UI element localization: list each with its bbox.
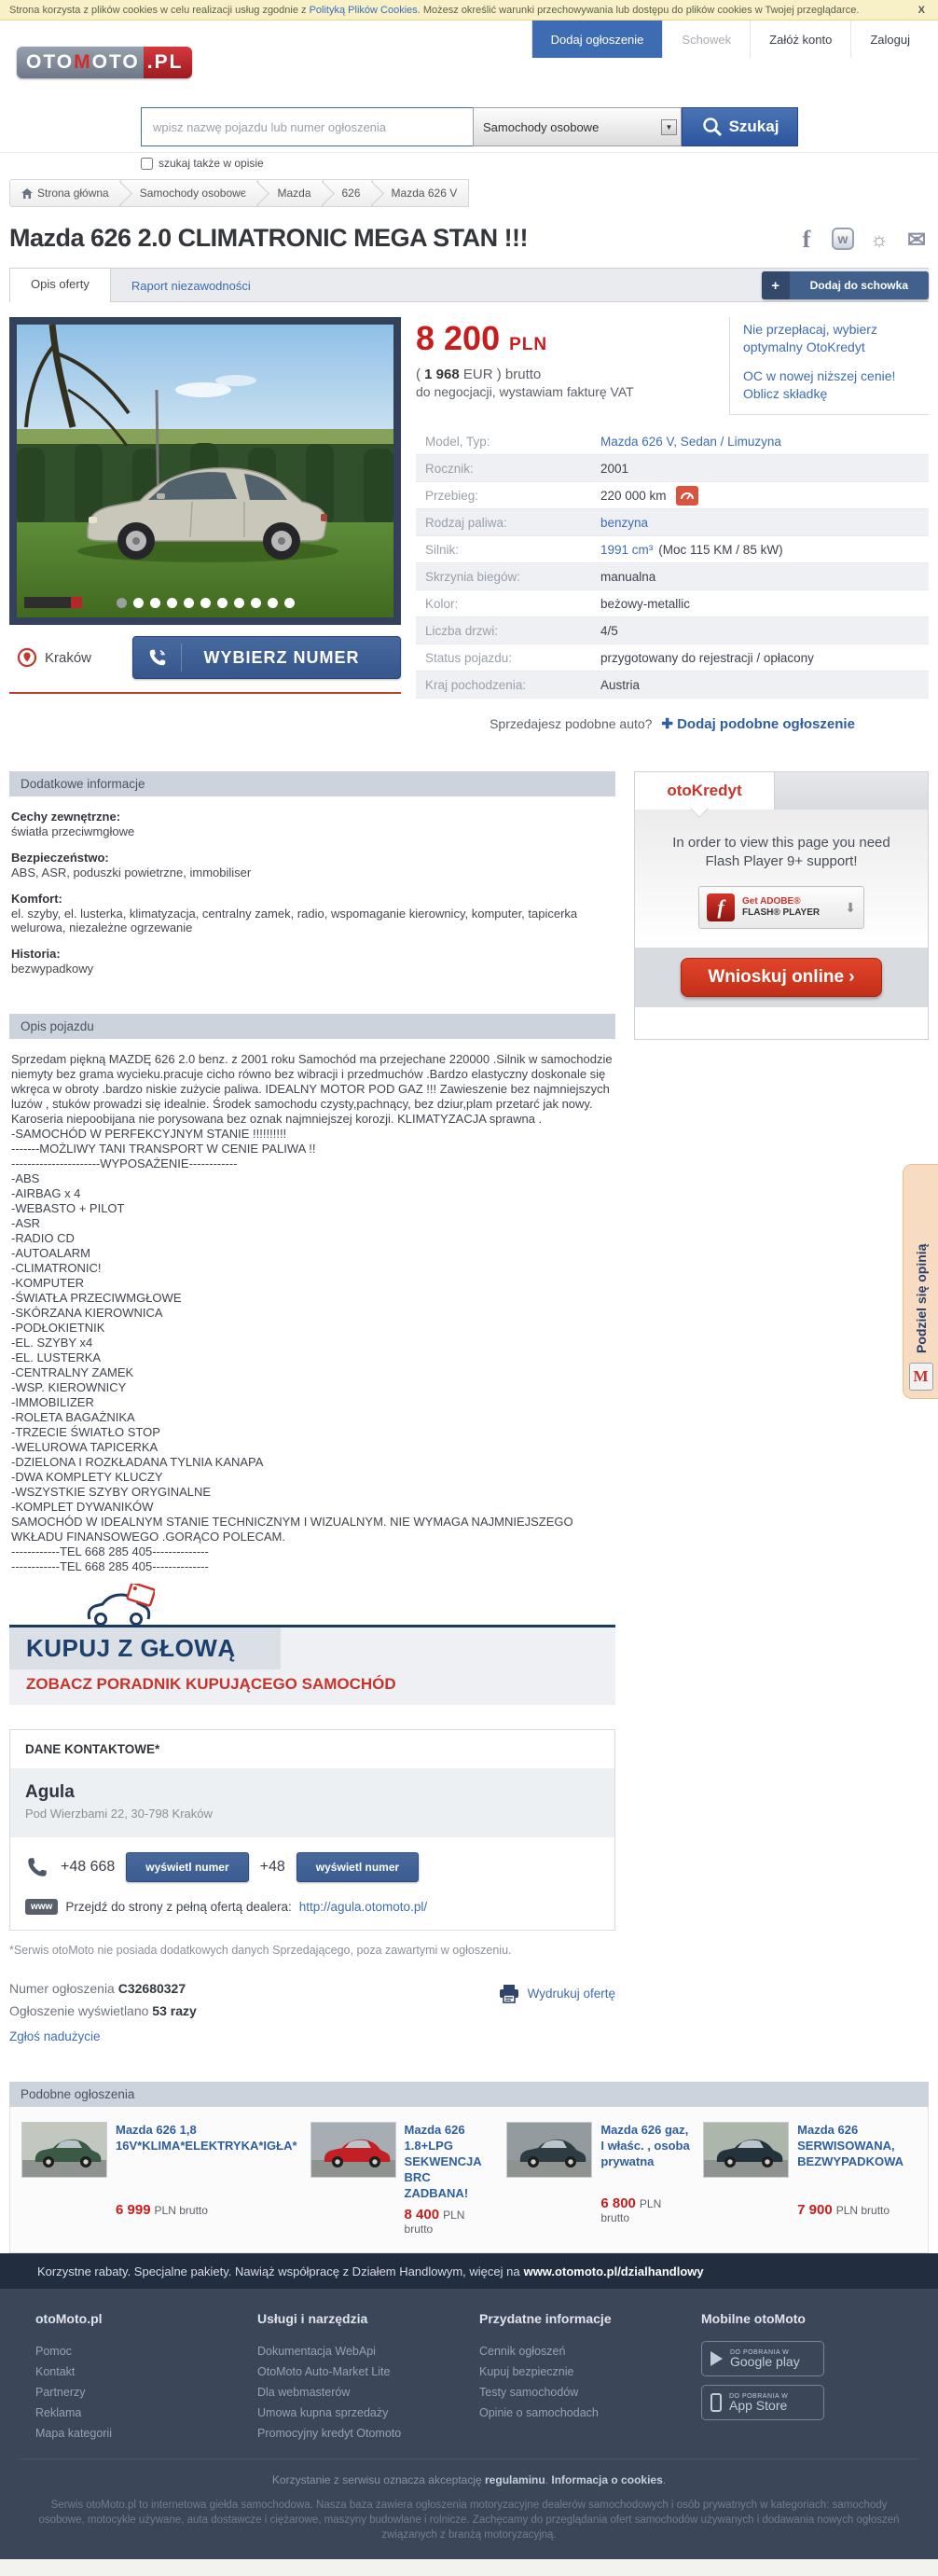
nav-item-za-konto[interactable]: Załóż konto bbox=[750, 21, 850, 58]
similar-listing-thumbnail bbox=[506, 2122, 592, 2178]
footer-about-text: Serwis otoMoto.pl to internetowa giełda samochodowa. Nasza baza zawiera ogłoszenia motoryzacyjne dealerów samochodowych i osób prywatnych w kategoriach: samochody osobowe, motocykle używane, auta dostawcze i ciężarowe, maszyny budowlane i rolnicze. Zachęcamy do przeglądania ofert samochodów używanych i dodawania nowych ogłoszeń związanych z branżą motoryzacyjną. bbox=[38, 2500, 900, 2541]
footer-link[interactable]: Umowa kupna sprzedaży bbox=[257, 2406, 389, 2419]
detail-label: Rodzaj paliwa: bbox=[425, 515, 507, 530]
apply-online-button[interactable]: Wnioskuj online › bbox=[681, 958, 881, 997]
additional-info-header: Dodatkowe informacje bbox=[9, 771, 615, 796]
report-abuse-link[interactable]: Zgłoś nadużycie bbox=[9, 2029, 101, 2043]
gallery-dot-11[interactable] bbox=[284, 598, 295, 608]
mileage-report-button[interactable] bbox=[676, 486, 698, 506]
footer-link[interactable]: Kupuj bezpiecznie bbox=[479, 2365, 574, 2378]
share-opinion-tab[interactable] bbox=[903, 1164, 938, 1399]
contact-box bbox=[9, 1729, 615, 1931]
similar-listings bbox=[9, 2107, 929, 2253]
similar-listing-thumbnail bbox=[703, 2122, 789, 2178]
sell-similar-question: Sprzedajesz podobne auto? bbox=[490, 716, 653, 731]
flash-player-label: FLASH® PLAYER bbox=[742, 907, 821, 918]
app-store-icon bbox=[710, 2393, 722, 2412]
breadcrumb-label: Samochody osobowe bbox=[139, 187, 247, 200]
description-line: -RADIO CD bbox=[11, 1231, 75, 1245]
vehicle-description bbox=[9, 1039, 615, 1574]
detail-value[interactable]: benzyna bbox=[600, 515, 649, 530]
gallery-dot-3[interactable] bbox=[150, 598, 160, 608]
odometer-icon bbox=[681, 490, 694, 501]
description-line: -WSZYSTKIE SZYBY ORYGINALNE bbox=[11, 1485, 212, 1499]
detail-value: manualna bbox=[600, 569, 656, 584]
listing-number: Numer ogłoszenia C32680327 bbox=[9, 1981, 186, 1996]
logo-part: .PL bbox=[144, 47, 193, 78]
info-group bbox=[11, 810, 614, 838]
description-line: -SKÓRZANA KIEROWNICA bbox=[11, 1306, 163, 1320]
gallery-dot-2[interactable] bbox=[133, 598, 144, 608]
detail-label: Kraj pochodzenia: bbox=[425, 677, 527, 692]
wykop-share-icon[interactable]: w bbox=[832, 228, 854, 250]
additional-info bbox=[9, 796, 615, 991]
location-label: Kraków bbox=[45, 649, 92, 666]
choose-number-label: WYBIERZ NUMER bbox=[203, 647, 360, 667]
info-group bbox=[11, 851, 614, 879]
detail-row bbox=[416, 590, 929, 617]
footer-link[interactable]: Dokumentacja WebApi bbox=[257, 2345, 376, 2358]
header-nav bbox=[531, 21, 929, 58]
calculate-premium-link[interactable]: Oblicz składkę bbox=[743, 386, 828, 401]
footer-column bbox=[35, 2311, 257, 2444]
description-line: ------------TEL 668 285 405-------------- bbox=[11, 1559, 209, 1573]
gallery-dot-10[interactable] bbox=[268, 598, 278, 608]
footer-banner-link[interactable]: www.otomoto.pl/dzialhandlowy bbox=[523, 2264, 704, 2278]
detail-value: 220 000 km bbox=[600, 488, 667, 503]
tab-reliability-report[interactable]: Raport niezawodności bbox=[131, 279, 251, 293]
info-group-text: ABS, ASR, poduszki powietrzne, immobiliser bbox=[11, 866, 252, 879]
footer-link[interactable]: Cennik ogłoszeń bbox=[479, 2345, 566, 2358]
get-adobe-label: Get ADOBE® bbox=[742, 896, 801, 907]
footer-banner bbox=[0, 2253, 938, 2289]
vehicle-details-table bbox=[416, 428, 929, 699]
terms-link[interactable]: regulaminu bbox=[485, 2473, 545, 2486]
logo-part: OTO bbox=[91, 51, 140, 73]
detail-label: Przebieg: bbox=[425, 488, 479, 503]
print-offer-link[interactable]: Wydrukuj ofertę bbox=[527, 1987, 615, 2001]
reveal-number-button-1[interactable]: wyświetl numer bbox=[126, 1852, 248, 1882]
page-title: Mazda 626 2.0 CLIMATRONIC MEGA STAN !!! bbox=[9, 224, 529, 252]
detail-row bbox=[416, 672, 929, 699]
footer-link[interactable]: Partnerzy bbox=[35, 2386, 86, 2399]
logo-part: OTO bbox=[26, 51, 75, 73]
info-group-title: Historia: bbox=[11, 947, 61, 961]
description-line: -WELUROWA TAPICERKA bbox=[11, 1440, 159, 1454]
footer-link[interactable]: Kontakt bbox=[35, 2365, 76, 2378]
detail-label: Liczba drzwi: bbox=[425, 623, 499, 638]
info-group-title: Bezpieczeństwo: bbox=[11, 851, 109, 865]
search-button[interactable] bbox=[682, 107, 798, 146]
gallery-dot-8[interactable] bbox=[234, 598, 244, 608]
footer-link[interactable]: OtoMoto Auto-Market Lite bbox=[257, 2365, 391, 2378]
description-line: -TRZECIE ŚWIATŁO STOP bbox=[11, 1425, 160, 1439]
footer-column-title: Mobilne otoMoto bbox=[701, 2311, 806, 2326]
description-line: -WEBASTO + PILOT bbox=[11, 1201, 125, 1215]
footer-banner-text: Korzystne rabaty. Specjalne pakiety. Nawiąż współpracę z Działem Handlowym, więcej na bbox=[37, 2264, 520, 2278]
nav-item-dodaj-og-oszenie[interactable]: Dodaj ogłoszenie bbox=[531, 21, 663, 58]
description-line: -ŚWIATŁA PRZECIWMGŁOWE bbox=[11, 1291, 182, 1305]
cookies-info-link[interactable]: Informacja o cookies bbox=[551, 2473, 663, 2486]
nav-item-zaloguj[interactable]: Zaloguj bbox=[850, 21, 929, 58]
description-line: -WSP. KIEROWNICY bbox=[11, 1380, 127, 1394]
detail-value: Austria bbox=[600, 677, 641, 692]
detail-value[interactable]: Mazda 626 V, Sedan / Limuzyna bbox=[600, 434, 781, 449]
footer-link[interactable]: Reklama bbox=[35, 2406, 82, 2419]
footer-mobile-column bbox=[701, 2311, 841, 2444]
dealer-site-text: Przejdź do strony z pełną ofertą dealera: bbox=[65, 1900, 292, 1914]
description-line: -ABS bbox=[11, 1171, 40, 1185]
similar-listing-price: 7 900 PLN brutto bbox=[797, 2201, 890, 2218]
buy-smart-banner bbox=[9, 1625, 615, 1705]
description-line: -CENTRALNY ZAMEK bbox=[11, 1365, 134, 1379]
car-with-price-tag-icon bbox=[82, 1584, 155, 1627]
info-group-title: Cechy zewnętrzne: bbox=[11, 810, 121, 824]
dealer-site-link[interactable]: http://agula.otomoto.pl/ bbox=[298, 1900, 428, 1914]
footer-link[interactable]: Promocyjny kredyt Otomoto bbox=[257, 2427, 402, 2440]
description-line: -CLIMATRONIC! bbox=[11, 1261, 102, 1275]
tab-strip bbox=[9, 268, 929, 302]
seller-address: Pod Wierzbami 22, 30-798 Kraków bbox=[25, 1807, 213, 1821]
similar-listing-card[interactable] bbox=[310, 2122, 507, 2236]
description-line: ----------------------WYPOSAŻENIE------------ bbox=[11, 1156, 238, 1170]
footer-bottom-strip bbox=[0, 2559, 938, 2576]
footer-column bbox=[479, 2311, 701, 2444]
detail-row bbox=[416, 482, 929, 509]
breadcrumb-label: Mazda bbox=[277, 187, 311, 200]
description-line: -------MOŻLIWY TANI TRANSPORT W CENIE PALIWA !! bbox=[11, 1142, 316, 1156]
description-line: -KOMPUTER bbox=[11, 1276, 84, 1290]
price-note: do negocjacji, wystawiam fakturę VAT bbox=[416, 384, 634, 399]
money-pl-icon: M bbox=[909, 1363, 933, 1391]
printer-icon bbox=[498, 1984, 520, 2004]
detail-row bbox=[416, 509, 929, 536]
chevron-down-icon: ▼ bbox=[661, 119, 677, 135]
email-share-icon[interactable]: ✉ bbox=[906, 227, 927, 253]
similar-listing-card[interactable] bbox=[506, 2122, 703, 2236]
plus-icon: ✚ bbox=[661, 716, 673, 732]
detail-value[interactable]: 1991 cm³ bbox=[600, 542, 654, 557]
description-line: -DZIELONA I ROZKŁADANA TYLNIA KANAPA bbox=[11, 1455, 264, 1469]
nav-item-schowek[interactable]: Schowek bbox=[662, 21, 750, 58]
seller-disclaimer: *Serwis otoMoto nie posiada dodatkowych danych Sprzedającego, poza zawartymi w ogłoszeniu. bbox=[9, 1944, 512, 1957]
seller-name: Agula bbox=[25, 1782, 75, 1802]
breadcrumb-item-5[interactable] bbox=[373, 179, 470, 207]
footer-link[interactable]: Mapa kategorii bbox=[35, 2427, 112, 2440]
gallery-dot-6[interactable] bbox=[200, 598, 211, 608]
print-offer[interactable] bbox=[498, 1983, 615, 2005]
breadcrumb-item-1[interactable] bbox=[9, 179, 121, 207]
description-line: -DWA KOMPLETY KLUCZY bbox=[11, 1470, 163, 1484]
phone-prefix-2: +48 bbox=[259, 1859, 285, 1875]
get-flash-player-button[interactable] bbox=[698, 886, 864, 929]
detail-row bbox=[416, 617, 929, 644]
footer-link[interactable]: Pomoc bbox=[35, 2345, 72, 2358]
buy-smart-title[interactable]: KUPUJ Z GŁOWĄ bbox=[9, 1627, 281, 1669]
search-input[interactable] bbox=[141, 107, 473, 146]
location bbox=[9, 647, 132, 668]
car-photo[interactable] bbox=[9, 317, 401, 625]
category-select[interactable] bbox=[473, 107, 682, 146]
detail-value: 2001 bbox=[600, 461, 629, 476]
info-group-text: el. szyby, el. lusterka, klimatyzacja, centralny zamek, radio, wspomaganie kierownicy, komputer, tapicerka welurowa, niezależne ogrzewanie bbox=[11, 907, 578, 935]
breadcrumb bbox=[9, 179, 929, 207]
facebook-share-icon[interactable]: f bbox=[802, 226, 811, 253]
similar-listings-header: Podobne ogłoszenia bbox=[9, 2082, 929, 2107]
otokredyt-panel bbox=[634, 771, 929, 1040]
gallery-dot-4[interactable] bbox=[167, 598, 177, 608]
tab-offer-description[interactable]: Opis oferty bbox=[9, 268, 111, 302]
cookie-text: Strona korzysta z plików cookies w celu realizacji usług zgodnie z Polityką Plików Cookies. Możesz określić warunki przechowywania lub dostępu do plików cookies w Twojej przeglądarce. bbox=[9, 4, 860, 16]
phone-icon bbox=[25, 1855, 49, 1879]
footer-divider bbox=[19, 2458, 919, 2459]
similar-listing-card[interactable] bbox=[703, 2122, 917, 2236]
gallery-dot-9[interactable] bbox=[251, 598, 261, 608]
detail-extra: (Moc 115 KM / 85 kW) bbox=[658, 542, 783, 557]
download-arrow-icon: ⬇ bbox=[845, 899, 856, 915]
detail-label: Kolor: bbox=[425, 596, 459, 611]
blip-share-icon[interactable]: ☼ bbox=[869, 228, 890, 251]
contact-header: DANE KONTAKTOWE* bbox=[25, 1742, 160, 1756]
footer-legal: Korzystanie z serwisu oznacza akceptację regulaminu. Informacja o cookies. bbox=[271, 2473, 667, 2486]
search-bar bbox=[141, 107, 798, 146]
logo-part: M bbox=[74, 51, 92, 73]
description-line: -KOMPLET DYWANIKÓW bbox=[11, 1500, 154, 1514]
detail-row bbox=[416, 563, 929, 590]
store-badge-text: DO POBRANIA W Google play bbox=[730, 2349, 800, 2369]
search-button-label: Szukaj bbox=[728, 118, 779, 135]
google-play-icon bbox=[710, 2351, 723, 2366]
reveal-number-button-2[interactable]: wyświetl numer bbox=[297, 1852, 419, 1882]
similar-listing-title[interactable]: Mazda 626 1.8+LPG SEKWENCJA BRC ZADBANA! bbox=[404, 2123, 482, 2200]
detail-label: Skrzynia biegów: bbox=[425, 569, 521, 584]
otokredyt-tab[interactable]: otoKredyt bbox=[635, 772, 775, 810]
detail-row bbox=[416, 428, 929, 455]
similar-listing-title[interactable]: Mazda 626 1,8 16V*KLIMA*ELEKTRYKA*IGŁA* bbox=[116, 2123, 297, 2153]
footer-link[interactable]: Dla webmasterów bbox=[257, 2386, 351, 2399]
phone-prefix-1: +48 668 bbox=[61, 1859, 116, 1875]
footer-link[interactable]: Testy samochodów bbox=[479, 2386, 579, 2399]
info-group bbox=[11, 947, 614, 976]
breadcrumb-label: 626 bbox=[341, 187, 361, 200]
description-line: -SAMOCHÓD W PERFEKCYJNYM STANIE !!!!!!!!!! bbox=[11, 1127, 287, 1141]
breadcrumb-item-2[interactable] bbox=[121, 179, 259, 207]
description-line: -EL. SZYBY x4 bbox=[11, 1336, 93, 1350]
price-eur: ( 1 968 EUR ) brutto bbox=[416, 367, 542, 382]
cookie-close-icon[interactable]: X bbox=[917, 4, 925, 16]
description-line: -EL. LUSTERKA bbox=[11, 1350, 102, 1364]
share-opinion-label: Podziel się opinią bbox=[913, 1243, 929, 1353]
description-header: Opis pojazdu bbox=[9, 1014, 615, 1039]
similar-listing-card[interactable] bbox=[21, 2122, 310, 2236]
similar-listing-title[interactable]: Mazda 626 gaz, I właśc. , osoba prywatna bbox=[600, 2123, 690, 2168]
description-line: -PODŁOKIETNIK bbox=[11, 1321, 105, 1335]
footer-column-title: Usługi i narzędzia bbox=[257, 2311, 368, 2326]
otomoto-logo[interactable] bbox=[17, 47, 192, 78]
similar-listing-thumbnail bbox=[21, 2122, 107, 2178]
add-to-clipboard-button[interactable] bbox=[762, 271, 929, 299]
home-icon bbox=[21, 188, 33, 199]
price: 8 200 PLN bbox=[416, 319, 548, 357]
similar-listing-price: 6 800 PLN brutto bbox=[600, 2195, 662, 2224]
footer-link[interactable]: Opinie o samochodach bbox=[479, 2406, 599, 2419]
plus-icon: + bbox=[762, 271, 790, 299]
description-line: ------------TEL 668 285 405-------------- bbox=[11, 1544, 209, 1558]
add-similar-listing-link[interactable]: ✚ Dodaj podobne ogłoszenie bbox=[661, 716, 855, 732]
gallery-dot-5[interactable] bbox=[184, 598, 194, 608]
info-group-text: bezwypadkowy bbox=[11, 962, 94, 976]
search-icon bbox=[701, 116, 724, 138]
oc-insurance-link[interactable]: OC w nowej niższej cenie! bbox=[743, 368, 896, 383]
store-badge-text: DO POBRANIA W App Store bbox=[729, 2393, 789, 2413]
footer-column bbox=[257, 2311, 479, 2444]
gallery-pagination bbox=[9, 598, 401, 608]
share-icons bbox=[794, 224, 929, 252]
google-play-badge[interactable] bbox=[701, 2341, 824, 2376]
choose-number-button[interactable] bbox=[132, 636, 401, 679]
gallery-dot-7[interactable] bbox=[217, 598, 228, 608]
detail-value: beżowy-metallic bbox=[600, 596, 691, 611]
description-line: -ASR bbox=[11, 1216, 41, 1230]
detail-row bbox=[416, 455, 929, 482]
description-line: -IMMOBILIZER bbox=[11, 1395, 94, 1409]
info-group-title: Komfort: bbox=[11, 892, 62, 906]
description-line: Sprzedam piękną MAZDĘ 626 2.0 benz. z 2001 roku Samochód ma przejechane 220000 .Silnik w samochodzie niemyty bez grama wycieku.pracuje cicho równo bez wibracji i przedmuchów .Bardzo elastyczny doskonale się wkręca w obroty .bardzo niskie zużycie paliwa. IDEALNY MOTOR POD GAZ !!! Zawieszenie bez najmniejszych luzów , stuków prowadzi się idealnie. Środek samochodu czysty,pachnący, bez dziur,plam przetarć jak nowy. Karoseria niepoobijana nie porysowana bez oznak najmniejszej korozji. KLIMATYZACJA sprawna . bbox=[11, 1052, 613, 1126]
detail-value: przygotowany do rejestracji / opłacony bbox=[600, 650, 814, 665]
site-header bbox=[0, 21, 938, 170]
cookie-bar bbox=[0, 0, 938, 21]
footer bbox=[0, 2289, 938, 2559]
price-block bbox=[416, 317, 729, 415]
buy-smart-subtitle-link[interactable]: ZOBACZ PORADNIK KUPUJĄCEGO SAMOCHÓD bbox=[26, 1675, 396, 1693]
description-line: -AUTOALARM bbox=[11, 1246, 90, 1260]
description-line: -AIRBAG x 4 bbox=[11, 1186, 81, 1200]
car-photo-image bbox=[17, 325, 393, 617]
search-in-description-label: szukaj także w opisie bbox=[159, 157, 264, 170]
flash-player-icon: f bbox=[707, 893, 735, 921]
detail-row bbox=[416, 644, 929, 672]
description-line: -ROLETA BAGAŻNIKA bbox=[11, 1410, 135, 1424]
breadcrumb-label: Mazda 626 V bbox=[391, 187, 458, 200]
similar-listing-thumbnail bbox=[310, 2122, 396, 2178]
breadcrumb-label: Strona główna bbox=[37, 187, 109, 200]
footer-column-title: otoMoto.pl bbox=[35, 2311, 103, 2326]
similar-listing-price: 8 400 PLN brutto bbox=[404, 2207, 465, 2236]
detail-value: 4/5 bbox=[600, 623, 618, 638]
similar-listing-title[interactable]: Mazda 626 SERWISOWANA, BEZWYPADKOWA bbox=[797, 2123, 904, 2168]
gallery-dot-1[interactable] bbox=[117, 598, 127, 608]
app-store-badge[interactable] bbox=[701, 2385, 824, 2420]
info-group-text: światła przeciwmgłowe bbox=[11, 824, 135, 838]
otokredyt-link[interactable]: Nie przepłacaj, wybierz optymalny OtoKredyt bbox=[743, 322, 877, 354]
detail-label: Model, Typ: bbox=[425, 434, 490, 449]
detail-label: Status pojazdu: bbox=[425, 650, 513, 665]
listing-views: Ogłoszenie wyświetlano 53 razy bbox=[9, 2003, 197, 2018]
phone-icon bbox=[147, 647, 168, 668]
detail-row bbox=[416, 536, 929, 563]
location-pin-icon bbox=[17, 647, 37, 668]
sell-similar bbox=[416, 715, 929, 732]
flash-required-message: In order to view this page you need Flash Player 9+ support! bbox=[672, 835, 890, 869]
similar-listing-price: 6 999 PLN brutto bbox=[116, 2201, 208, 2218]
add-to-clipboard-label: Dodaj do schowka bbox=[809, 279, 908, 292]
category-select-value: Samochody osobowe bbox=[483, 119, 600, 134]
description-line: SAMOCHÓD W IDEALNYM STANIE TECHNICZNYM I WIZUALNYM. NIE WYMAGA NAJMNIEJSZEGO WKŁADU FINANSOWEGO .GORĄCO POLECAM. bbox=[11, 1515, 573, 1544]
search-in-description-checkbox[interactable] bbox=[141, 158, 153, 170]
finance-tips-panel bbox=[729, 317, 929, 415]
red-divider bbox=[9, 692, 401, 694]
www-icon: www bbox=[25, 1899, 58, 1915]
detail-label: Rocznik: bbox=[425, 461, 474, 476]
footer-column-title: Przydatne informacje bbox=[479, 2311, 612, 2326]
cookie-policy-link[interactable]: Polityką Plików Cookies bbox=[309, 4, 418, 16]
listing-meta bbox=[9, 1977, 615, 2048]
detail-label: Silnik: bbox=[425, 542, 460, 557]
info-group bbox=[11, 892, 614, 935]
